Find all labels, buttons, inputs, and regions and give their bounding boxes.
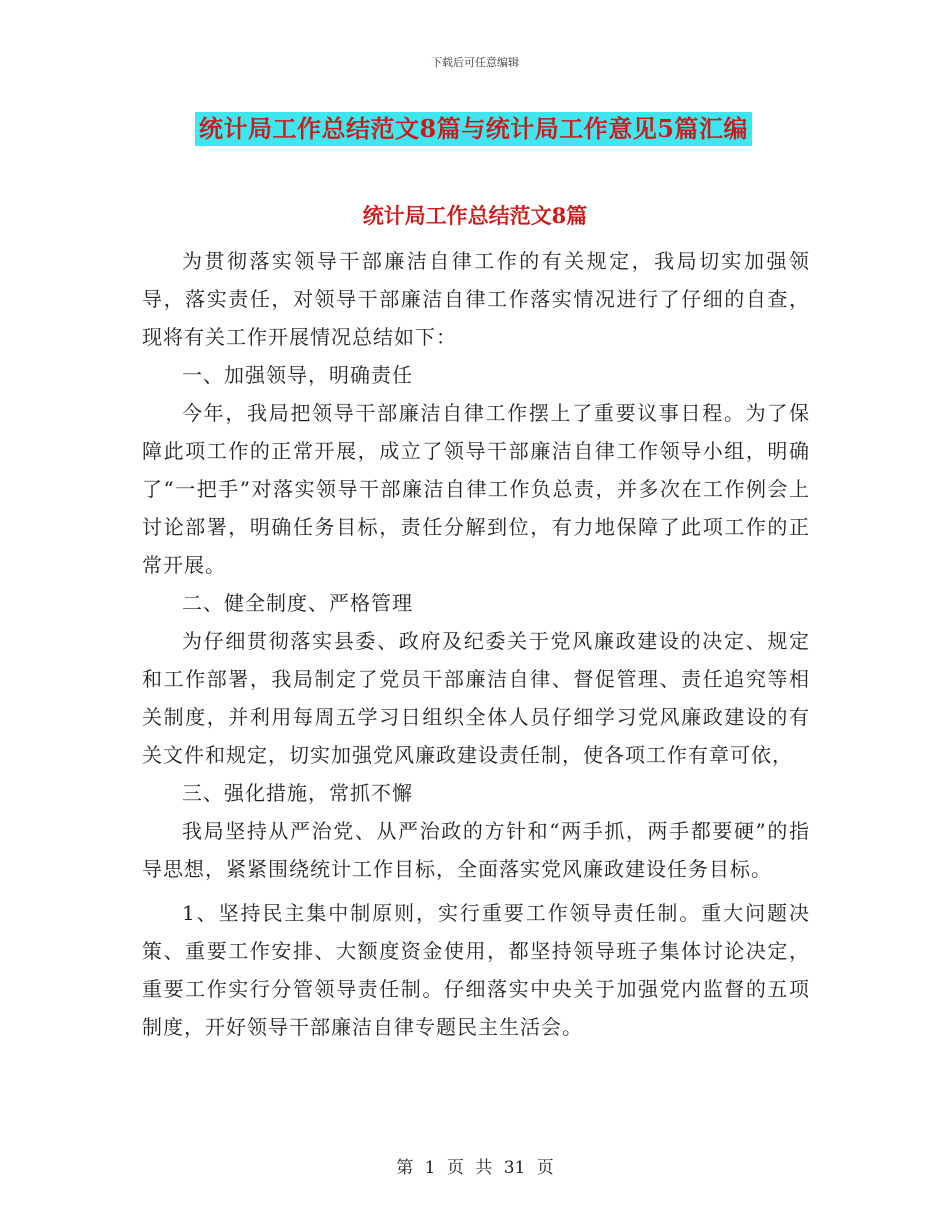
paragraph-democratic-centralism: 1、坚持民主集中制原则，实行重要工作领导责任制。重大问题决策、重要工作安排、大额度资金使用，都坚持领导班子集体讨论决定，重要工作实行分管领导责任制。仔细落实中央关于加强党内监督的五项制度，开好领导干部廉洁自律专题民主生活会。 (142, 901, 810, 1039)
section-title: 统计局工作总结范文8篇 (362, 203, 588, 228)
document-body (142, 242, 810, 1046)
paragraph-leadership: 今年，我局把领导干部廉洁自律工作摆上了重要议事日程。为了保障此项工作的正常开展，成立了领导干部廉洁自律工作领导小组，明确了“一把手”对落实领导干部廉洁自律工作负总责，并多次在工作例会上讨论部署，明确任务目标，责任分解到位，有力地保障了此项工作的正常开展。 (142, 401, 810, 577)
download-note: 下载后可任意编辑 (431, 56, 519, 69)
document-main-title: 统计局工作总结范文8篇与统计局工作意见5篇汇编 (195, 112, 752, 146)
heading-improve-system: 二、健全制度、严格管理 (182, 591, 413, 615)
paragraph-system: 为仔细贯彻落实县委、政府及纪委关于党风廉政建设的决定、规定和工作部署，我局制定了党员干部廉洁自律、督促管理、责任追究等相关制度，并利用每周五学习日组织全体人员仔细学习党风廉政建设的有关文件和规定，切实加强党风廉政建设责任制，使各项工作有章可依， (142, 629, 810, 767)
heading-strengthen-measures: 三、强化措施，常抓不懈 (182, 781, 413, 805)
paragraph-measures: 我局坚持从严治党、从严治政的方针和“两手抓，两手都要硬”的指导思想，紧紧围绕统计工作目标，全面落实党风廉政建设任务目标。 (142, 819, 810, 881)
heading-strengthen-leadership: 一、加强领导，明确责任 (182, 363, 413, 387)
paragraph-intro: 为贯彻落实领导干部廉洁自律工作的有关规定，我局切实加强领导，落实责任，对领导干部廉洁自律工作落实情况进行了仔细的自查，现将有关工作开展情况总结如下： (142, 249, 810, 349)
page-number-footer: 第 1 页 共 31 页 (396, 1158, 554, 1178)
